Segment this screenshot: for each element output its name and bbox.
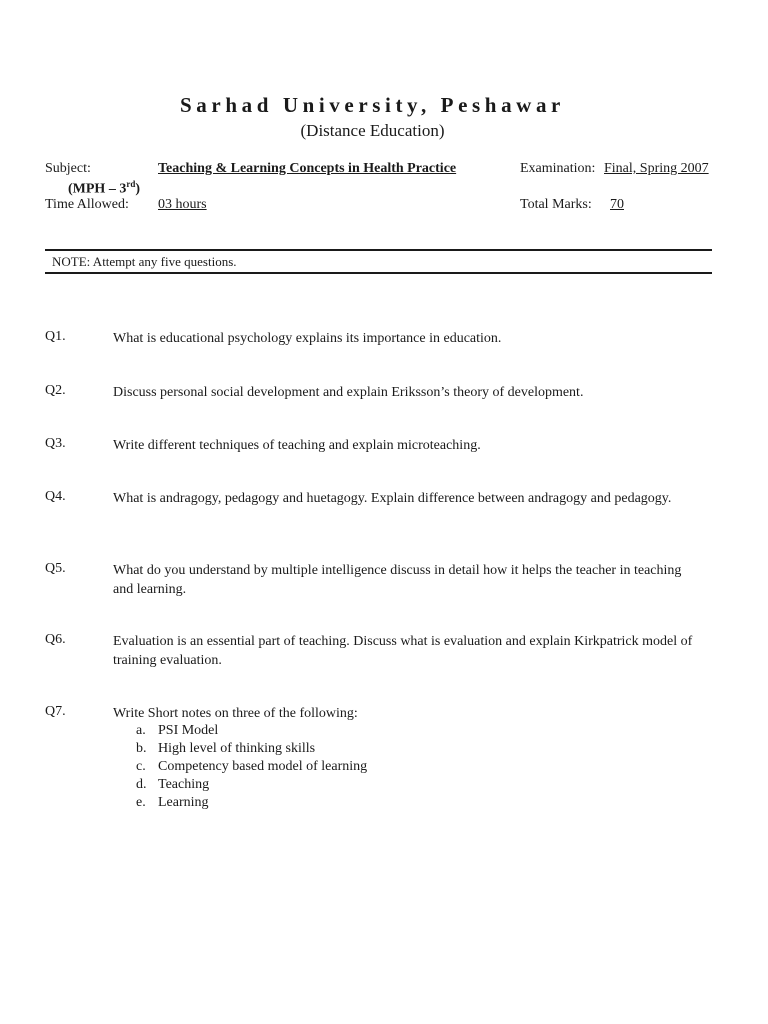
bottom-rule: [45, 272, 712, 274]
marks-label: Total Marks:: [520, 197, 592, 212]
question-text: What is andragogy, pedagogy and huetagogy. Explain difference between andragogy and pedagogy.: [113, 491, 672, 506]
question-number: Q3.: [45, 436, 66, 451]
question-text: What is educational psychology explains its importance in education.: [113, 331, 502, 346]
list-item: [136, 758, 367, 776]
option-letter: c.: [136, 759, 146, 774]
exam-label: Examination:: [520, 161, 596, 176]
question-number: Q7.: [45, 704, 66, 719]
list-item: [136, 722, 367, 740]
question-text: Write Short notes on three of the following:: [113, 706, 358, 721]
question-number: Q4.: [45, 489, 66, 504]
exam-value: Final, Spring 2007: [604, 161, 709, 176]
list-item: [136, 740, 367, 758]
question-text: Write different techniques of teaching and explain microteaching.: [113, 438, 481, 453]
option-text: PSI Model: [158, 723, 219, 738]
question-number: Q5.: [45, 561, 66, 576]
course-suffix: ): [135, 181, 140, 197]
top-rule: [45, 249, 712, 251]
option-letter: d.: [136, 777, 147, 792]
question-text: What do you understand by multiple intelligence discuss in detail how it helps the teacher in teaching and learning.: [113, 563, 682, 597]
option-letter: e.: [136, 795, 146, 810]
note-text: NOTE: Attempt any five questions.: [52, 254, 237, 269]
time-value: 03 hours: [158, 197, 207, 212]
option-letter: a.: [136, 723, 146, 738]
question-text: Discuss personal social development and explain Eriksson’s theory of development.: [113, 385, 584, 400]
time-label: Time Allowed:: [45, 197, 129, 212]
course-superscript: rd: [126, 179, 136, 189]
option-letter: b.: [136, 741, 147, 756]
option-text: Competency based model of learning: [158, 759, 368, 774]
course-code: [68, 179, 140, 198]
question-text: Evaluation is an essential part of teaching. Discuss what is evaluation and explain Kirkpatrick model of training evaluation.: [113, 634, 693, 668]
option-text: Learning: [158, 795, 209, 810]
subject-value: Teaching & Learning Concepts in Health Practice: [158, 161, 457, 176]
list-item: [136, 776, 367, 794]
list-item: [136, 794, 367, 812]
subject-label: Subject:: [45, 161, 91, 176]
university-title: Sarhad University, Peshawar: [180, 93, 565, 117]
option-text: Teaching: [158, 777, 210, 792]
question-number: Q1.: [45, 329, 66, 344]
option-text: High level of thinking skills: [158, 741, 316, 756]
question-number: Q2.: [45, 383, 66, 398]
program-subtitle: (Distance Education): [300, 121, 445, 140]
marks-value: 70: [610, 197, 624, 212]
question-number: Q6.: [45, 632, 66, 647]
q7-option-list: [136, 722, 367, 812]
course-prefix: (MPH – 3: [68, 181, 127, 197]
